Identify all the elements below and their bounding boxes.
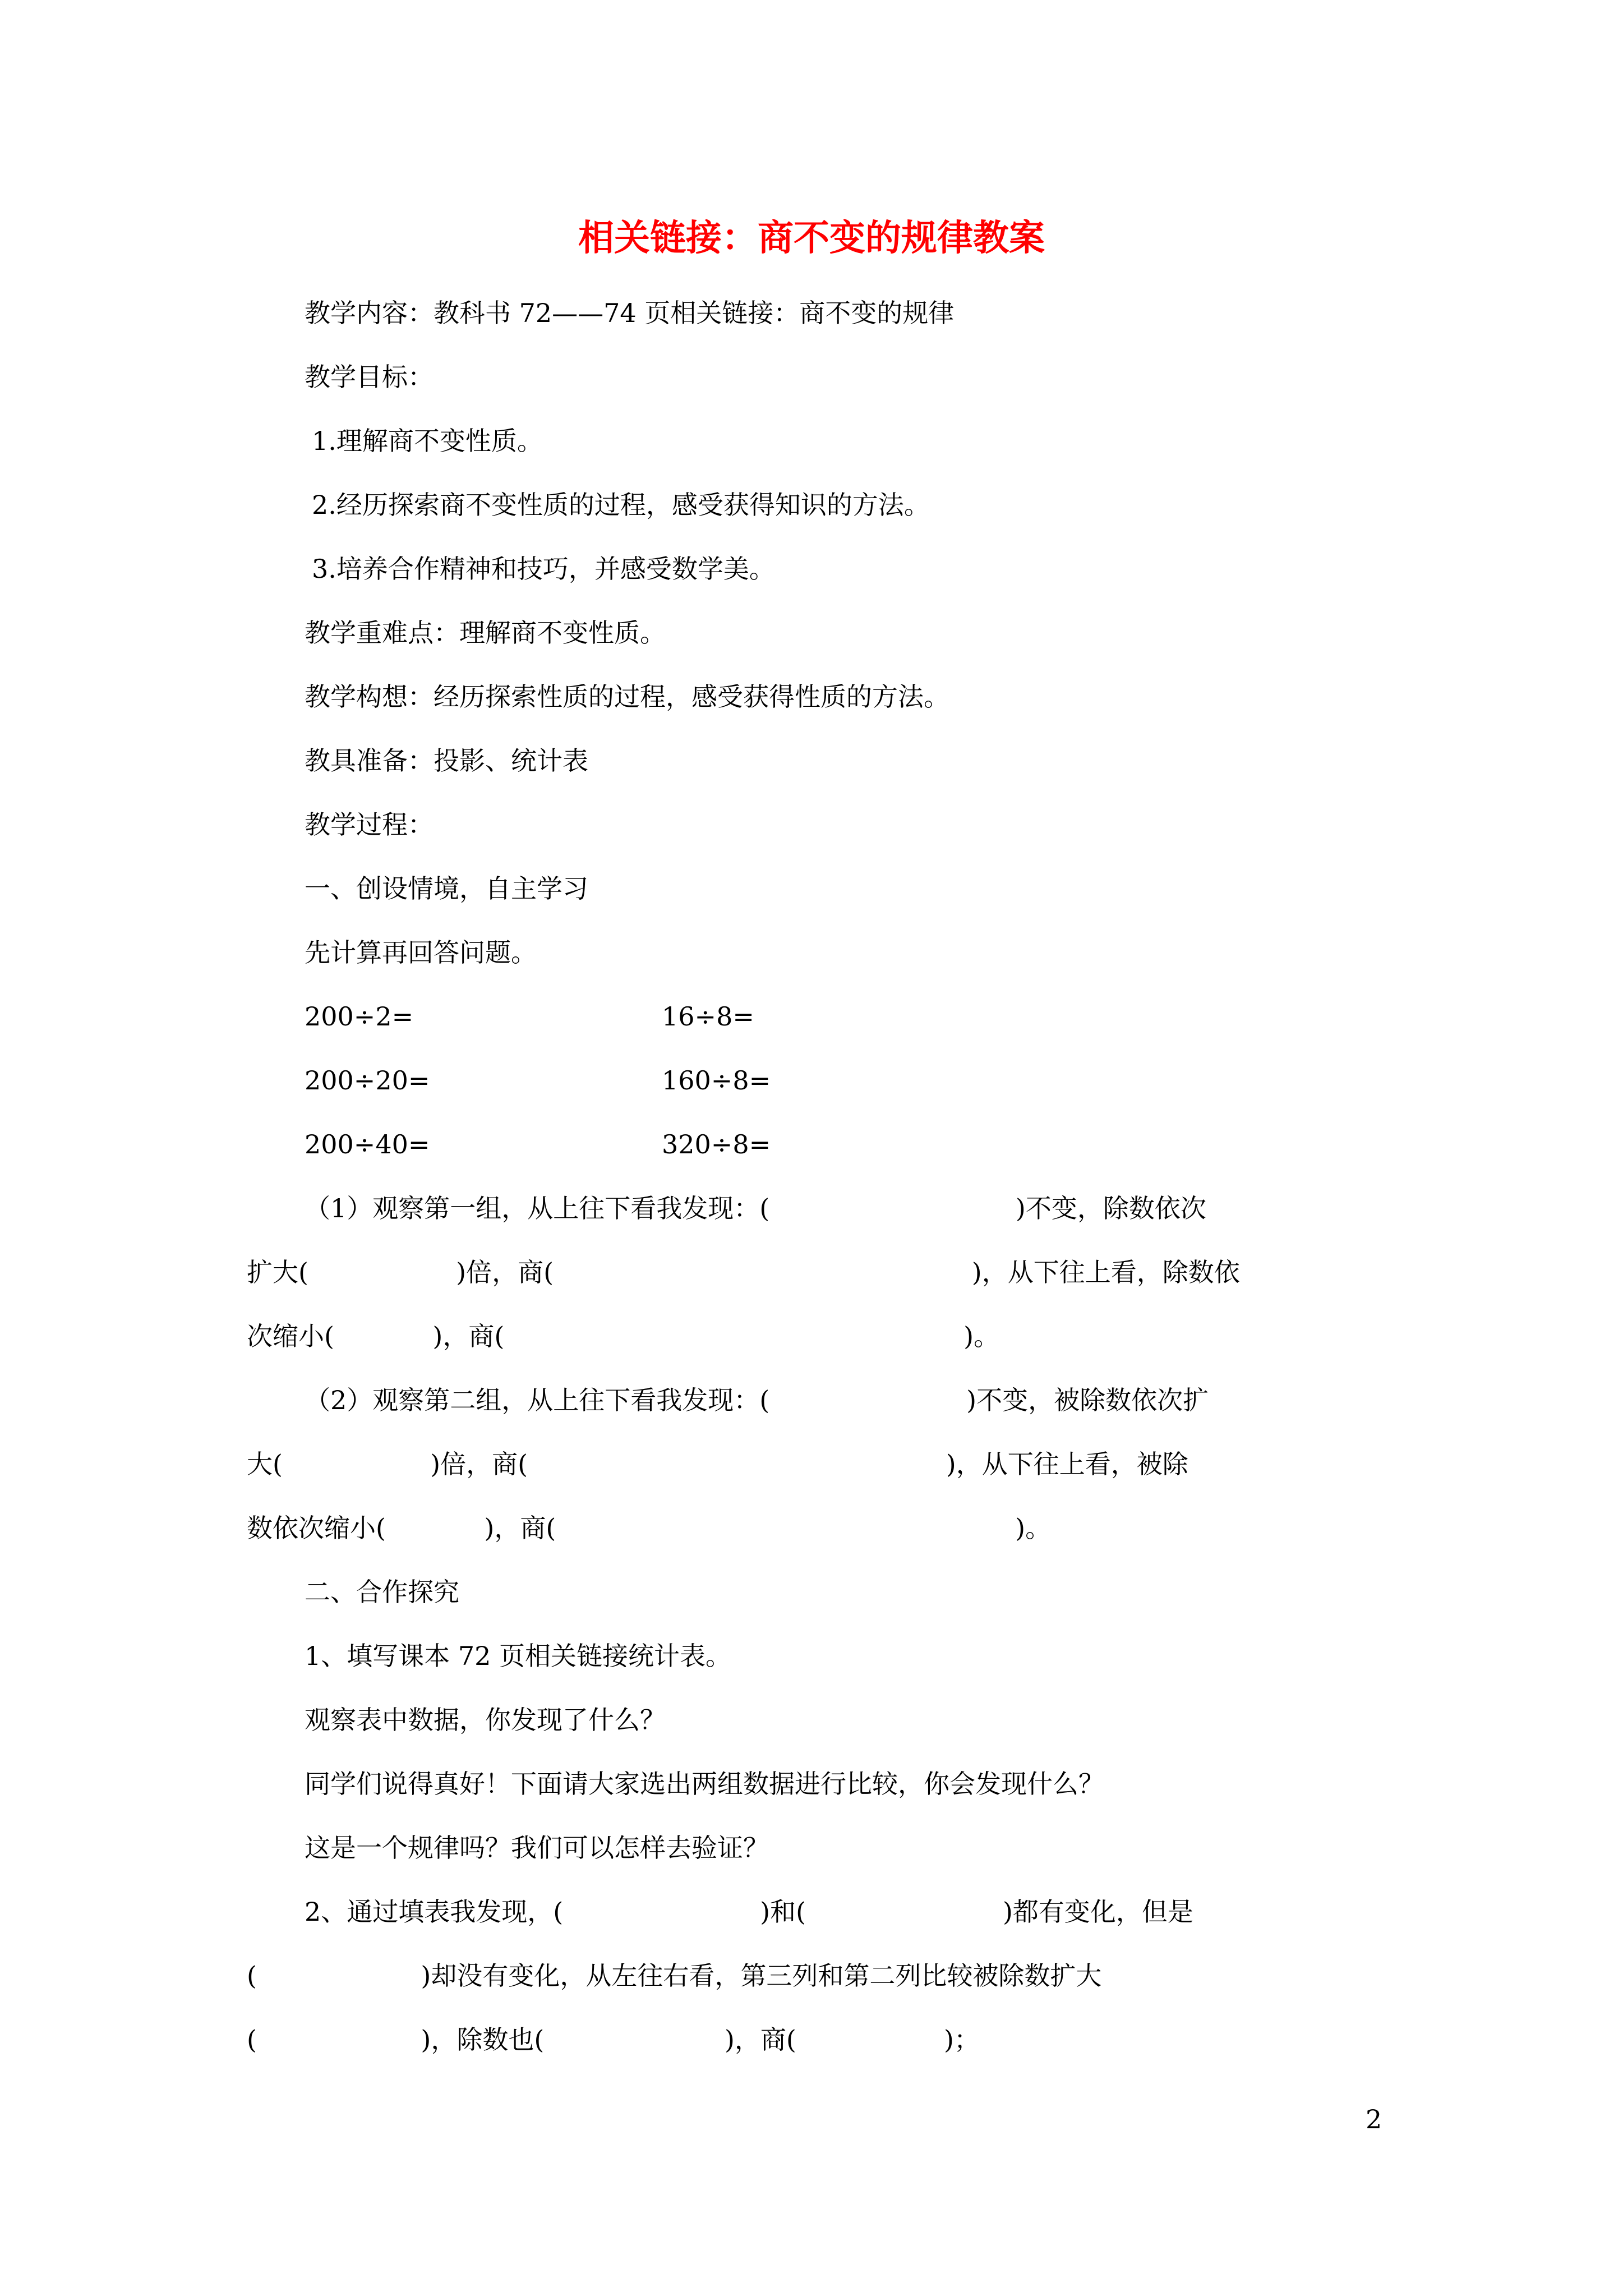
exercise-left-2: 200÷20= bbox=[305, 1065, 430, 1096]
section-2-compare: 同学们说得真好！下面请大家选出两组数据进行比较，你会发现什么？ bbox=[305, 1769, 1104, 1799]
question-3-line-2: ( )却没有变化，从左往右看，第三列和第二列比较被除数扩大 bbox=[247, 1961, 1102, 1991]
exercise-right-3: 320÷8= bbox=[662, 1129, 771, 1159]
key-difficulty: 教学重难点：理解商不变性质。 bbox=[305, 618, 666, 648]
question-2-line-2: 大( )倍，商( )，从下往上看，被除 bbox=[247, 1449, 1188, 1479]
exercise-right-1: 16÷8= bbox=[662, 1001, 754, 1032]
question-2-line-1: （2）观察第二组，从上往下看我发现：( )不变，被除数依次扩 bbox=[305, 1385, 1209, 1415]
document-title: 相关链接：商不变的规律教案 bbox=[578, 217, 1045, 259]
section-2-verify: 这是一个规律吗？我们可以怎样去验证？ bbox=[305, 1833, 769, 1863]
page-number: 2 bbox=[1366, 2104, 1382, 2134]
section-2-observe: 观察表中数据，你发现了什么？ bbox=[305, 1705, 666, 1735]
teaching-concept: 教学构想：经历探索性质的过程，感受获得性质的方法。 bbox=[305, 682, 949, 712]
question-3-line-3: ( )，除数也( )，商( )； bbox=[247, 2024, 980, 2055]
section-1-heading: 一、创设情境，自主学习 bbox=[305, 873, 588, 904]
exercise-left-3: 200÷40= bbox=[305, 1129, 430, 1159]
section-2-item-1: 1、填写课本 72 页相关链接统计表。 bbox=[305, 1641, 732, 1671]
teaching-aids: 教具准备：投影、统计表 bbox=[305, 746, 588, 776]
question-2-line-3: 数依次缩小( )，商( )。 bbox=[247, 1513, 1052, 1543]
goal-2: 2.经历探索商不变性质的过程，感受获得知识的方法。 bbox=[312, 490, 930, 520]
question-1-line-1: （1）观察第一组，从上往下看我发现：( )不变，除数依次 bbox=[305, 1193, 1206, 1223]
exercise-right-2: 160÷8= bbox=[662, 1065, 771, 1096]
teaching-goals-heading: 教学目标： bbox=[305, 362, 434, 392]
goal-1: 1.理解商不变性质。 bbox=[312, 426, 543, 456]
question-1-line-2: 扩大( )倍，商( )，从下往上看，除数依 bbox=[247, 1257, 1240, 1287]
exercise-left-1: 200÷2= bbox=[305, 1001, 414, 1032]
question-1-line-3: 次缩小( )，商( )。 bbox=[247, 1321, 1000, 1351]
question-3-line-1: 2、通过填表我发现，( )和( )都有变化，但是 bbox=[305, 1897, 1193, 1927]
section-2-heading: 二、合作探究 bbox=[305, 1577, 459, 1607]
teaching-content: 教学内容：教科书 72——74 页相关链接：商不变的规律 bbox=[305, 298, 955, 328]
teaching-process-heading: 教学过程： bbox=[305, 809, 434, 840]
instruction: 先计算再回答问题。 bbox=[305, 937, 537, 968]
goal-3: 3.培养合作精神和技巧，并感受数学美。 bbox=[312, 554, 775, 584]
